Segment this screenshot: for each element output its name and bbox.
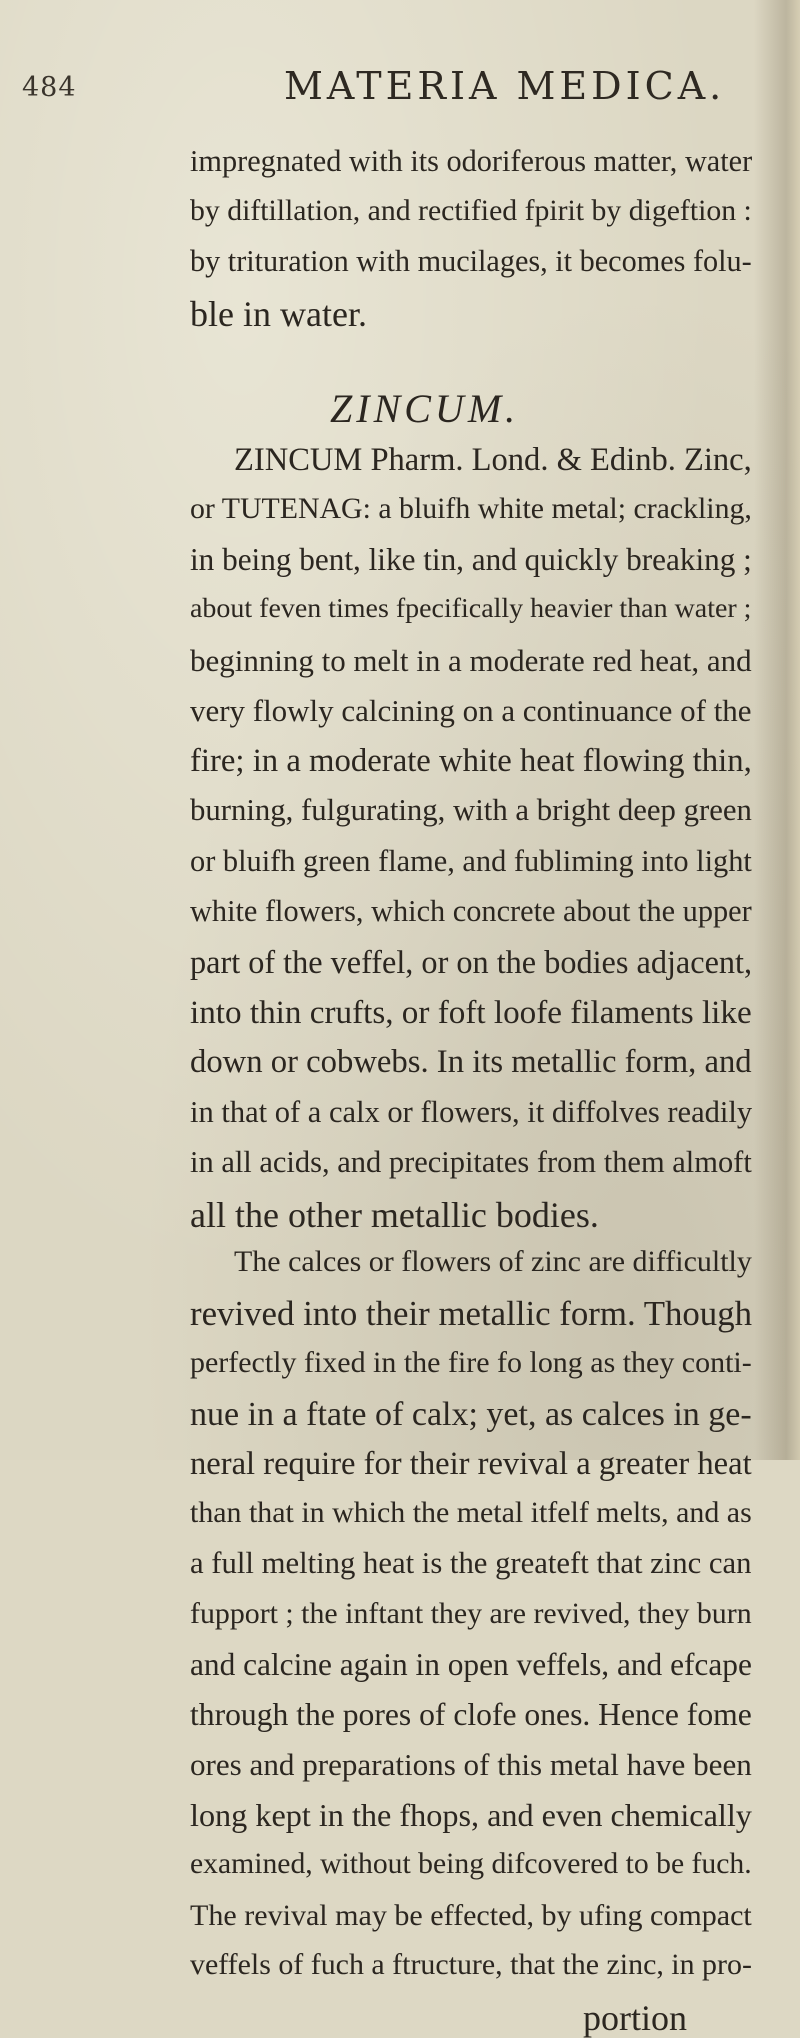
text-line: fire; in a moderate white heat flowing thin, xyxy=(190,743,752,779)
text-line: ble in water. xyxy=(190,294,367,334)
text-line: neral require for their revival a greater heat xyxy=(190,1446,752,1482)
text-line: than that in which the metal itfelf melts, and as xyxy=(190,1496,752,1529)
text-line: examined, without being difcovered to be fuch. xyxy=(190,1848,752,1880)
text-line: beginning to melt in a moderate red heat, and xyxy=(190,643,752,678)
text-line: in that of a calx or flowers, it diffolves readily xyxy=(190,1095,753,1129)
text-line: nue in a ftate of calx; yet, as calces in ge- xyxy=(190,1396,752,1433)
text-line: perfectly fixed in the fire fo long as they conti- xyxy=(190,1346,752,1379)
text-line: by diftillation, and rectified fpirit by digeftion : xyxy=(190,194,752,227)
text-line: ZINCUM Pharm. Lond. & Edinb. Zinc, xyxy=(234,442,752,478)
text-line: white flowers, which concrete about the upper xyxy=(190,894,752,928)
text-line: The calces or flowers of zinc are difficultly xyxy=(234,1245,752,1278)
text-line: portion xyxy=(583,1998,687,2038)
text-line: part of the veffel, or on the bodies adjacent, xyxy=(190,944,753,980)
text-line: a full melting heat is the greateft that zinc can xyxy=(190,1546,752,1580)
text-line: all the other metallic bodies. xyxy=(190,1195,599,1235)
text-line: into thin crufts, or foft loofe filaments like xyxy=(190,994,752,1031)
text-line: down or cobwebs. In its metallic form, and xyxy=(190,1044,752,1080)
text-line: revived into their metallic form. Though xyxy=(190,1294,753,1333)
text-line: very flowly calcining on a continuance of the xyxy=(190,693,752,728)
text-line: about feven times fpecifically heavier than water ; xyxy=(190,593,752,624)
text-line: in being bent, like tin, and quickly breaking ; xyxy=(190,542,752,577)
text-line: by trituration with mucilages, it becomes folu- xyxy=(190,244,752,278)
text-line: and calcine again in open veffels, and efcape xyxy=(190,1647,752,1682)
text-line: impregnated with its odoriferous matter, water xyxy=(190,144,753,178)
text-line: The revival may be effected, by ufing compact xyxy=(190,1898,752,1932)
running-head: MATERIA MEDICA. xyxy=(284,64,726,108)
page-number: 484 xyxy=(22,72,77,103)
section-heading: ZINCUM. xyxy=(330,386,520,431)
text-line: through the pores of clofe ones. Hence fome xyxy=(190,1697,752,1732)
text-line: in all acids, and precipitates from them almoft xyxy=(190,1145,752,1179)
text-line: burning, fulgurating, with a bright deep green xyxy=(190,793,752,827)
text-line: veffels of fuch a ftructure, that the zinc, in pro- xyxy=(190,1948,752,1981)
text-line: fupport ; the inftant they are revived, they burn xyxy=(190,1597,752,1630)
text-line: ores and preparations of this metal have been xyxy=(190,1747,752,1782)
text-line: or bluifh green flame, and fubliming into light xyxy=(190,844,752,878)
text-line: long kept in the fhops, and even chemically xyxy=(190,1797,752,1833)
page-gutter-shadow xyxy=(754,0,800,1460)
text-line: or TUTENAG: a bluifh white metal; crackling, xyxy=(190,492,752,525)
